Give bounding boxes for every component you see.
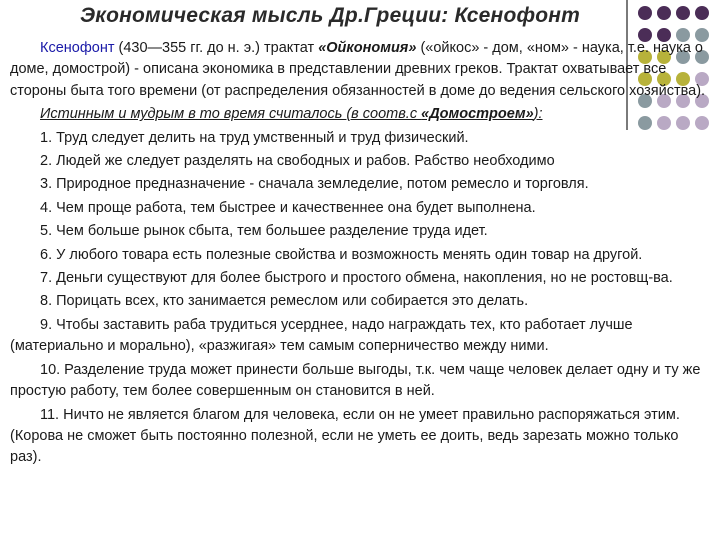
list-item: 9. Чтобы заставить раба трудиться усерднее, надо награждать тех, кто работает лучше (материально и морально), «разжигая» тем самым соперничество между ними.: [10, 316, 633, 355]
list-item: 11. Ничто не является благом для человека, если он не умеет правильно распоряжаться этим. (Корова не сможет быть постоянно полезной, если не уметь ее доить, ведь зарезать можно только раз).: [10, 406, 680, 466]
dot-icon: [695, 6, 709, 20]
treatise-title: «Ойкономия»: [318, 40, 417, 56]
list-item: 10. Разделение труда может принести больше выгоды, т.к. чем чаще человек делает одну и ту же простую работу, тем более совершенным он становится в ней.: [10, 361, 701, 400]
list-item: 8. Порицать всех, кто занимается ремеслом или собирается это делать.: [40, 293, 529, 310]
principles-list: [10, 128, 710, 469]
intro-paragraph: [10, 38, 710, 102]
lead-in-paragraph: [10, 104, 710, 125]
intro-text-2: («ойкос» - дом, «ном» - наука, т.е. наука о доме, домострой) - описана экономика в представлении древних греков. Трактат охватывает все стороны быта того времени (от распределения обязанностей в доме до ведения сельского хозяйства).: [10, 40, 706, 99]
lead-in-end: ):: [533, 106, 543, 123]
lead-in-text: Истинным и мудрым в то время считалось (в соотв.с: [40, 106, 422, 123]
dot-icon: [638, 6, 652, 20]
list-item: 1. Труд следует делить на труд умственный и труд физический.: [40, 129, 469, 146]
intro-text-1: (430—355 гг. до н. э.) трактат: [114, 40, 319, 56]
list-item: 2. Людей же следует разделять на свободных и рабов. Рабство необходимо: [40, 153, 555, 170]
list-item: 4. Чем проще работа, тем быстрее и качественнее она будет выполнена.: [40, 199, 536, 216]
list-item: 3. Природное предназначение - сначала земледелие, потом ремесло и торговля.: [40, 176, 589, 193]
author-name: Ксенофонт: [40, 40, 115, 56]
list-item: 7. Деньги существуют для более быстрого и простого обмена, накопления, но не ростовщ-ва.: [40, 270, 673, 287]
list-item: 5. Чем больше рынок сбыта, тем большее разделение труда идет.: [40, 223, 488, 240]
dot-icon: [657, 6, 671, 20]
slide-title: Экономическая мысль Др.Греции: Ксенофонт: [79, 4, 581, 27]
list-item: 6. У любого товара есть полезные свойства и возможность менять один товар на другой.: [40, 246, 643, 263]
domostroy-title: «Домостроем»: [421, 106, 534, 123]
dot-icon: [676, 6, 690, 20]
slide-body: [10, 38, 710, 471]
